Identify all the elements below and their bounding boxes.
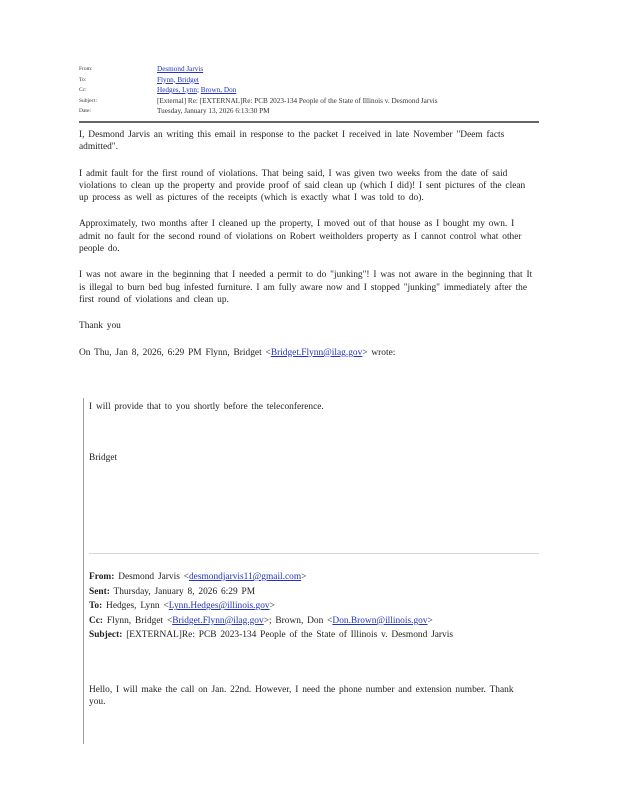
fwd-from-row — [89, 570, 537, 585]
fwd-sent-label: Sent: — [89, 586, 110, 597]
wrote-suffix: > wrote: — [362, 347, 396, 358]
fwd-cc-label: Cc: — [89, 615, 104, 626]
fwd-to-name: Hedges, Lynn < — [102, 601, 169, 612]
fwd-from-close: > — [301, 572, 307, 582]
body-paragraph-2: I admit fault for the first round of violations. That being said, I was given two weeks from the date of said violations to clean up the property and provide proof of said clean up (which I did)! I sent pictures of the clean up process as well as pictures of the receipts (which is exactly what I was told to do). — [79, 168, 526, 204]
wrote-line — [79, 347, 535, 359]
fwd-to-email-link[interactable]: Lynn.Hedges@illinois.gov — [168, 601, 270, 612]
fwd-subject-row — [89, 628, 537, 643]
forwarded-header — [89, 570, 537, 643]
to-link[interactable]: Flynn, Bridget — [157, 75, 199, 84]
fwd-sent-row — [89, 585, 537, 600]
fwd-from-name: Desmond Jarvis < — [114, 572, 189, 582]
body-paragraph-3: Approximately, two months after I cleaned up the property, I moved out of that house as I bought my own. I admit no fault for the second round of violations on Robert weitholders property as I cannot control what other people do. — [79, 219, 522, 255]
cc-link-hedges[interactable]: Hedges, Lynn — [157, 86, 197, 94]
quote-paragraph-1: I will provide that to you shortly before the teleconference. — [89, 402, 324, 412]
body-paragraph-4: I was not aware in the beginning that I needed a permit to do "junking"! I was not aware in the beginning that It is illegal to burn bed bug infested furniture. I am fully aware now and I stopped "junking" immediately after the first round of violations and clean up. — [79, 270, 533, 305]
quote-paragraph-3: Hello, I will make the call on Jan. 22nd. However, I need the phone number and extension number. Thank you. — [89, 685, 514, 708]
wrote-email-link[interactable]: Bridget.Flynn@ilag.gov — [270, 347, 363, 358]
fwd-to-close: > — [269, 601, 275, 612]
date-value: Tuesday, January 13, 2026 6:13:30 PM — [157, 107, 270, 115]
subject-value: [External] Re: [EXTERNAL]Re: PCB 2023-134 People of the State of Illinois v. Desmond Jarvis — [157, 96, 438, 105]
fwd-subject-label: Subject: — [89, 630, 123, 641]
fwd-from-email-link[interactable]: desmondjarvis11@gmail.com — [188, 572, 302, 582]
fwd-to-row — [89, 599, 537, 614]
fwd-cc-name-1: Flynn, Bridget < — [103, 615, 173, 626]
body-thank-you: Thank you — [79, 321, 121, 332]
fwd-cc-mid: >; Brown, Don < — [263, 615, 333, 626]
email-body — [79, 129, 535, 373]
header-divider — [79, 121, 539, 123]
header-date-row — [79, 106, 539, 117]
from-link[interactable]: Desmond Jarvis — [157, 65, 204, 73]
fwd-cc-row — [89, 614, 537, 629]
fwd-cc-email-link-1[interactable]: Bridget.Flynn@ilag.gov — [172, 615, 264, 626]
quoted-reply — [83, 398, 539, 744]
wrote-prefix: On Thu, Jan 8, 2026, 6:29 PM Flynn, Bridget < — [79, 347, 271, 358]
fwd-to-label: To: — [89, 601, 103, 612]
header-to-row — [79, 75, 539, 86]
email-header — [79, 64, 539, 117]
fwd-subject-value: [EXTERNAL]Re: PCB 2023-134 People of the State of Illinois v. Desmond Jarvis — [122, 630, 453, 641]
fwd-from-label: From: — [89, 572, 115, 582]
cc-link-brown[interactable]: Brown, Don — [200, 86, 237, 94]
to-label: To: — [79, 76, 87, 83]
from-label: From: — [79, 66, 93, 72]
quote-signature: Bridget — [89, 453, 118, 463]
fwd-cc-email-link-2[interactable]: Don.Brown@illinois.gov — [332, 615, 428, 626]
quote-divider — [89, 553, 539, 554]
cc-separator: ; — [196, 86, 201, 94]
cc-values — [157, 85, 236, 96]
date-label: Date: — [79, 108, 91, 114]
fwd-sent-value: Thursday, January 8, 2026 6:29 PM — [109, 586, 256, 597]
body-paragraph-1: I, Desmond Jarvis an writing this email in response to the packet I received in late November "Deem facts admitted". — [79, 130, 505, 153]
cc-label: Cc: — [79, 87, 87, 93]
header-cc-row — [79, 85, 539, 96]
header-subject-row — [79, 96, 539, 107]
fwd-cc-close: > — [427, 615, 433, 626]
subject-label: Subject: — [79, 97, 98, 104]
header-from-row — [79, 64, 539, 75]
